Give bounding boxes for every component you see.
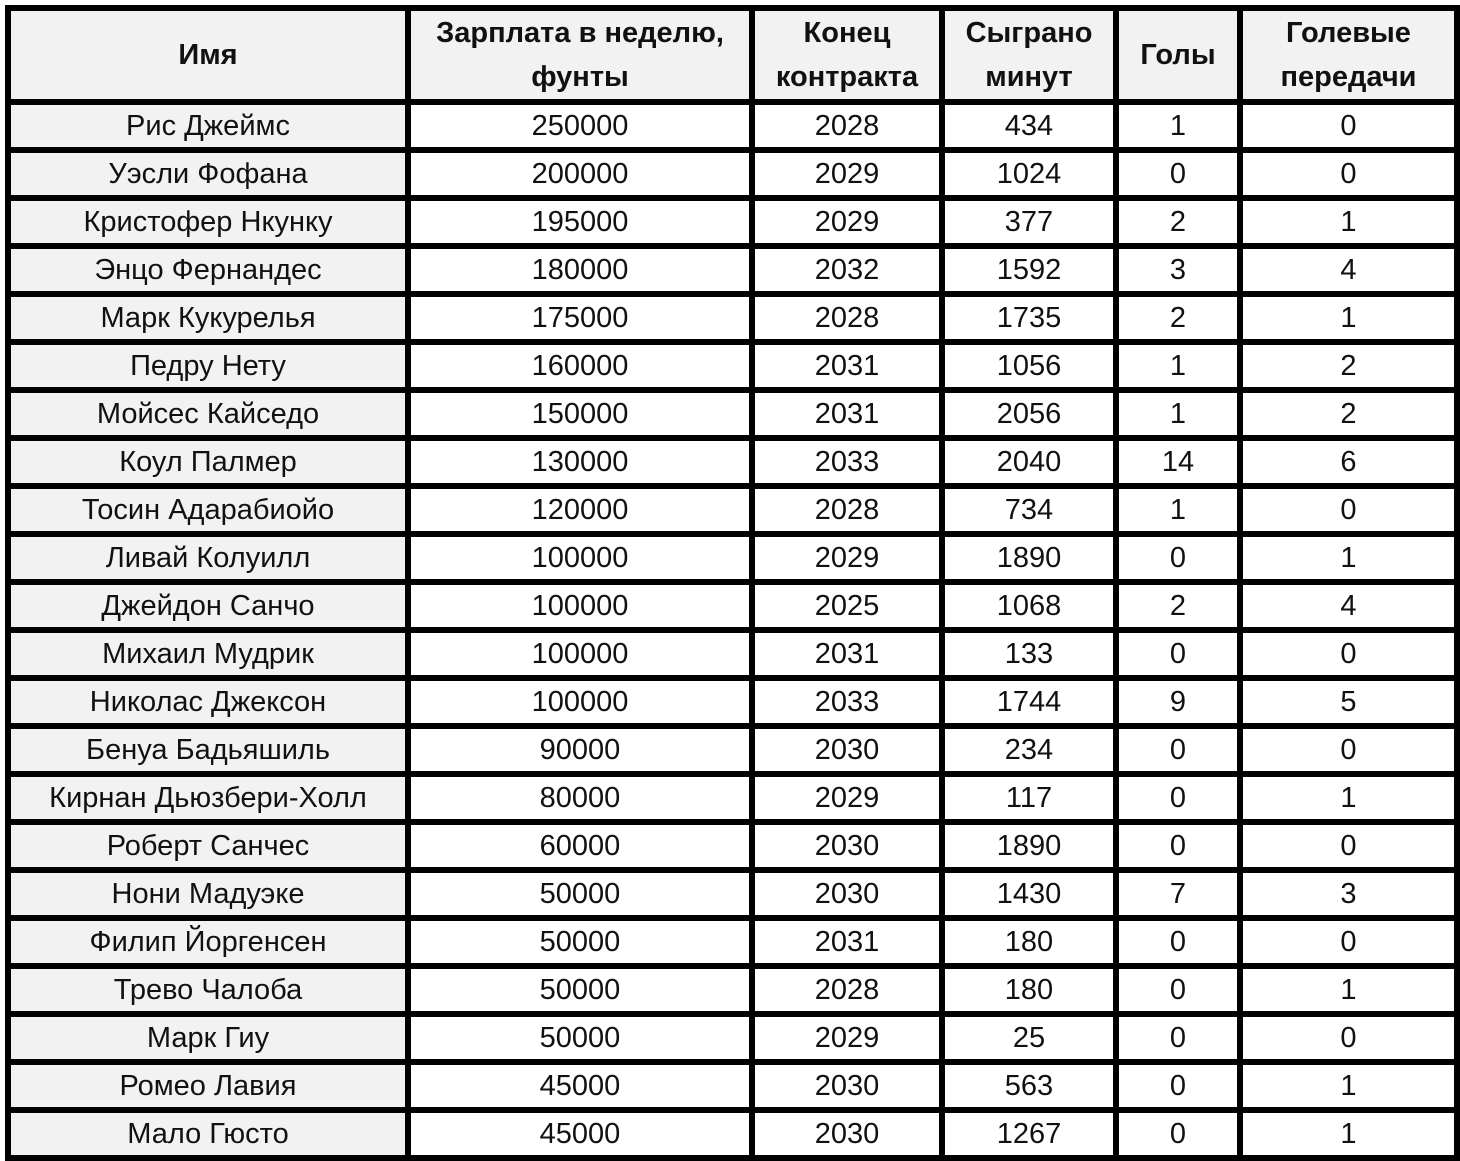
cell-goals: 2 (1116, 294, 1240, 342)
table-row (8, 678, 1457, 726)
cell-weekly-salary: 90000 (408, 726, 752, 774)
cell-weekly-salary: 175000 (408, 294, 752, 342)
cell-contract-end: 2030 (752, 726, 942, 774)
cell-minutes-played: 1744 (942, 678, 1116, 726)
cell-goals: 0 (1116, 822, 1240, 870)
header-minutes-line2: минут (985, 61, 1073, 93)
table-row (8, 966, 1457, 1014)
cell-weekly-salary: 50000 (408, 966, 752, 1014)
cell-goals: 3 (1116, 246, 1240, 294)
cell-weekly-salary: 250000 (408, 102, 752, 150)
cell-goals: 1 (1116, 102, 1240, 150)
table-row (8, 486, 1457, 534)
cell-minutes-played: 1267 (942, 1110, 1116, 1158)
header-row (8, 8, 1457, 102)
cell-goals: 0 (1116, 774, 1240, 822)
cell-player-name: Кирнан Дьюзбери-Холл (8, 774, 408, 822)
header-goals-label: Голы (1140, 39, 1216, 71)
cell-player-name: Мало Гюсто (8, 1110, 408, 1158)
cell-weekly-salary: 50000 (408, 1014, 752, 1062)
header-assists-line1: Голевые (1286, 17, 1411, 49)
cell-player-name: Уэсли Фофана (8, 150, 408, 198)
table-row (8, 150, 1457, 198)
cell-minutes-played: 25 (942, 1014, 1116, 1062)
cell-minutes-played: 117 (942, 774, 1116, 822)
cell-goals: 0 (1116, 630, 1240, 678)
cell-player-name: Энцо Фернандес (8, 246, 408, 294)
cell-minutes-played: 180 (942, 966, 1116, 1014)
cell-player-name: Нони Мадуэке (8, 870, 408, 918)
table-row (8, 1110, 1457, 1158)
cell-contract-end: 2031 (752, 630, 942, 678)
table-row (8, 246, 1457, 294)
header-salary-line1: Зарплата в неделю, (436, 17, 724, 49)
cell-assists: 4 (1240, 582, 1457, 630)
table-row (8, 294, 1457, 342)
cell-weekly-salary: 100000 (408, 582, 752, 630)
cell-weekly-salary: 195000 (408, 198, 752, 246)
cell-minutes-played: 1592 (942, 246, 1116, 294)
table-body (8, 102, 1457, 1158)
cell-player-name: Мойсес Кайседо (8, 390, 408, 438)
header-contract-line2: контракта (775, 61, 919, 93)
cell-player-name: Ромео Лавия (8, 1062, 408, 1110)
cell-assists: 0 (1240, 918, 1457, 966)
cell-minutes-played: 434 (942, 102, 1116, 150)
cell-goals: 0 (1116, 150, 1240, 198)
table-row (8, 438, 1457, 486)
cell-weekly-salary: 80000 (408, 774, 752, 822)
table-row (8, 870, 1457, 918)
cell-contract-end: 2031 (752, 390, 942, 438)
cell-assists: 0 (1240, 102, 1457, 150)
table-row (8, 822, 1457, 870)
cell-contract-end: 2029 (752, 534, 942, 582)
cell-goals: 9 (1116, 678, 1240, 726)
header-name (8, 8, 408, 102)
header-assists (1240, 8, 1457, 102)
header-contract-end (752, 8, 942, 102)
cell-player-name: Кристофер Нкунку (8, 198, 408, 246)
cell-weekly-salary: 45000 (408, 1062, 752, 1110)
header-salary (408, 8, 752, 102)
cell-contract-end: 2029 (752, 150, 942, 198)
header-assists-line2: передачи (1280, 61, 1417, 93)
cell-weekly-salary: 50000 (408, 918, 752, 966)
cell-minutes-played: 734 (942, 486, 1116, 534)
cell-goals: 0 (1116, 1110, 1240, 1158)
cell-player-name: Педру Нету (8, 342, 408, 390)
cell-weekly-salary: 45000 (408, 1110, 752, 1158)
cell-minutes-played: 2056 (942, 390, 1116, 438)
cell-assists: 2 (1240, 342, 1457, 390)
cell-goals: 0 (1116, 1062, 1240, 1110)
cell-player-name: Филип Йоргенсен (8, 918, 408, 966)
cell-assists: 2 (1240, 390, 1457, 438)
table-wrapper (5, 5, 1460, 1161)
cell-contract-end: 2029 (752, 1014, 942, 1062)
cell-weekly-salary: 100000 (408, 630, 752, 678)
cell-assists: 1 (1240, 774, 1457, 822)
cell-goals: 0 (1116, 918, 1240, 966)
cell-weekly-salary: 60000 (408, 822, 752, 870)
cell-weekly-salary: 50000 (408, 870, 752, 918)
cell-weekly-salary: 160000 (408, 342, 752, 390)
cell-assists: 5 (1240, 678, 1457, 726)
cell-player-name: Тосин Адарабиойо (8, 486, 408, 534)
cell-player-name: Рис Джеймс (8, 102, 408, 150)
cell-minutes-played: 180 (942, 918, 1116, 966)
cell-minutes-played: 1890 (942, 534, 1116, 582)
table-row (8, 774, 1457, 822)
table-row (8, 630, 1457, 678)
cell-goals: 2 (1116, 198, 1240, 246)
cell-goals: 2 (1116, 582, 1240, 630)
cell-goals: 1 (1116, 486, 1240, 534)
cell-assists: 0 (1240, 630, 1457, 678)
cell-contract-end: 2033 (752, 678, 942, 726)
cell-assists: 6 (1240, 438, 1457, 486)
cell-goals: 0 (1116, 966, 1240, 1014)
cell-contract-end: 2025 (752, 582, 942, 630)
cell-player-name: Марк Гиу (8, 1014, 408, 1062)
cell-contract-end: 2033 (752, 438, 942, 486)
cell-contract-end: 2031 (752, 918, 942, 966)
cell-contract-end: 2028 (752, 486, 942, 534)
cell-minutes-played: 563 (942, 1062, 1116, 1110)
header-minutes (942, 8, 1116, 102)
table-row (8, 918, 1457, 966)
cell-assists: 4 (1240, 246, 1457, 294)
cell-contract-end: 2030 (752, 1062, 942, 1110)
cell-player-name: Джейдон Санчо (8, 582, 408, 630)
cell-player-name: Михаил Мудрик (8, 630, 408, 678)
cell-player-name: Трево Чалоба (8, 966, 408, 1014)
cell-assists: 1 (1240, 198, 1457, 246)
header-minutes-line1: Сыграно (965, 17, 1093, 49)
cell-contract-end: 2028 (752, 102, 942, 150)
table-row (8, 1062, 1457, 1110)
cell-contract-end: 2029 (752, 198, 942, 246)
cell-minutes-played: 1890 (942, 822, 1116, 870)
cell-assists: 3 (1240, 870, 1457, 918)
cell-contract-end: 2030 (752, 870, 942, 918)
cell-minutes-played: 133 (942, 630, 1116, 678)
cell-weekly-salary: 180000 (408, 246, 752, 294)
cell-minutes-played: 1056 (942, 342, 1116, 390)
table-row (8, 726, 1457, 774)
cell-assists: 0 (1240, 822, 1457, 870)
cell-assists: 1 (1240, 966, 1457, 1014)
cell-minutes-played: 377 (942, 198, 1116, 246)
cell-player-name: Марк Кукурелья (8, 294, 408, 342)
cell-goals: 14 (1116, 438, 1240, 486)
player-stats-table (5, 5, 1460, 1161)
cell-contract-end: 2030 (752, 1110, 942, 1158)
cell-goals: 0 (1116, 726, 1240, 774)
table-row (8, 390, 1457, 438)
cell-minutes-played: 1068 (942, 582, 1116, 630)
cell-weekly-salary: 120000 (408, 486, 752, 534)
cell-contract-end: 2029 (752, 774, 942, 822)
cell-weekly-salary: 100000 (408, 678, 752, 726)
header-name-label: Имя (178, 39, 238, 71)
cell-contract-end: 2031 (752, 342, 942, 390)
table-row (8, 534, 1457, 582)
header-goals (1116, 8, 1240, 102)
cell-minutes-played: 234 (942, 726, 1116, 774)
cell-player-name: Роберт Санчес (8, 822, 408, 870)
cell-minutes-played: 1430 (942, 870, 1116, 918)
header-contract-line1: Конец (803, 17, 891, 49)
cell-goals: 0 (1116, 534, 1240, 582)
cell-player-name: Ливай Колуилл (8, 534, 408, 582)
cell-goals: 1 (1116, 390, 1240, 438)
cell-player-name: Коул Палмер (8, 438, 408, 486)
cell-weekly-salary: 130000 (408, 438, 752, 486)
cell-player-name: Николас Джексон (8, 678, 408, 726)
cell-assists: 0 (1240, 726, 1457, 774)
cell-contract-end: 2032 (752, 246, 942, 294)
cell-assists: 1 (1240, 534, 1457, 582)
cell-player-name: Бенуа Бадьяшиль (8, 726, 408, 774)
cell-contract-end: 2028 (752, 294, 942, 342)
cell-weekly-salary: 200000 (408, 150, 752, 198)
cell-minutes-played: 1024 (942, 150, 1116, 198)
cell-assists: 0 (1240, 150, 1457, 198)
table-header (8, 8, 1457, 102)
cell-assists: 1 (1240, 1110, 1457, 1158)
cell-weekly-salary: 150000 (408, 390, 752, 438)
cell-minutes-played: 1735 (942, 294, 1116, 342)
table-row (8, 102, 1457, 150)
cell-goals: 0 (1116, 1014, 1240, 1062)
cell-assists: 1 (1240, 1062, 1457, 1110)
cell-contract-end: 2030 (752, 822, 942, 870)
table-row (8, 342, 1457, 390)
cell-minutes-played: 2040 (942, 438, 1116, 486)
cell-goals: 7 (1116, 870, 1240, 918)
table-row (8, 1014, 1457, 1062)
cell-weekly-salary: 100000 (408, 534, 752, 582)
cell-goals: 1 (1116, 342, 1240, 390)
cell-assists: 1 (1240, 294, 1457, 342)
table-row (8, 582, 1457, 630)
table-row (8, 198, 1457, 246)
header-salary-line2: фунты (531, 61, 629, 93)
cell-assists: 0 (1240, 1014, 1457, 1062)
cell-assists: 0 (1240, 486, 1457, 534)
cell-contract-end: 2028 (752, 966, 942, 1014)
